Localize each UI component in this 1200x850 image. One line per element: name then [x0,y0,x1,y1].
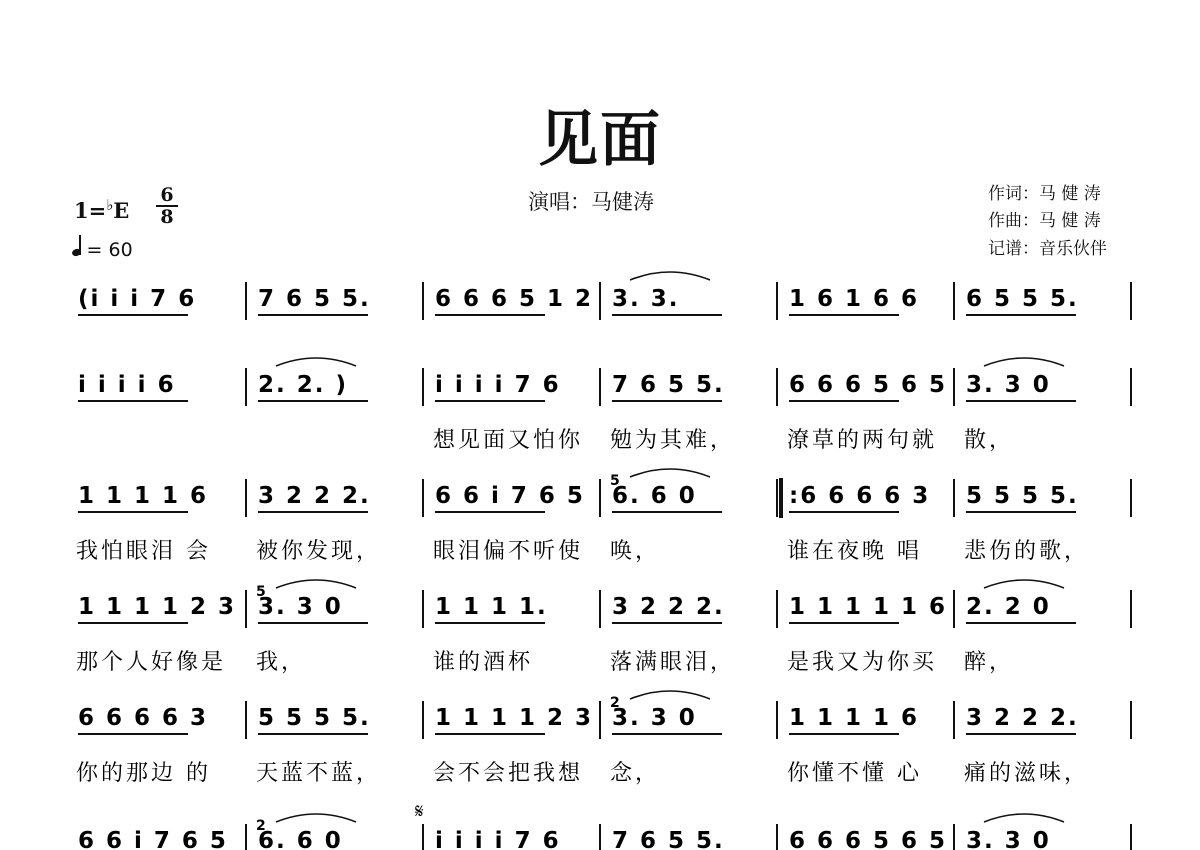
lyric-5-1: 你的那边 的 [76,761,211,786]
lyric-4-3: 谁的酒杯 [433,650,534,675]
measure-4-3: 1 1 1 1. [435,594,548,620]
tie-arc [984,580,1064,588]
measure-2-2: 2. 2. ) [258,372,349,398]
grace-note: 5 [610,473,620,489]
measure-1-3: 6 6 6 5 1 2 [435,286,594,312]
lyric-2-3: 想见面又怕你 [433,428,584,453]
transcriber-credit: 记谱：音乐伙伴 [988,239,1107,259]
measure-6-5: 6 6 6 5 6 5 [789,828,948,850]
measure-5-1: 6 6 6 6 3 [78,705,209,731]
measure-2-5: 6 6 6 5 6 5 [789,372,948,398]
grace-note: 2 [610,695,620,711]
measure-4-2: 3. 3 0 [258,594,343,620]
lyricist-credit: 作词：马 健 涛 [988,184,1101,204]
lyric-3-3: 眼泪偏不听使 [433,539,584,564]
lyric-4-4: 落满眼泪， [610,650,736,675]
time-signature-top: 6 [160,184,174,206]
measure-2-6: 3. 3 0 [966,372,1051,398]
singer-credit: 演唱：马健涛 [528,190,654,214]
measure-4-4: 3 2 2 2. [612,594,725,620]
key-prefix: 1= [74,198,107,223]
measure-3-2: 3 2 2 2. [258,483,371,509]
tie-arc [630,469,710,477]
measure-2-4: 7 6 5 5. [612,372,725,398]
tempo-value: = 60 [86,239,133,261]
measure-6-4: 7 6 5 5. [612,828,725,850]
lyric-5-2: 天蓝不蓝， [256,761,382,786]
measure-3-4: 6. 6 0 [612,483,697,509]
measure-1-1: (i i i 7 6 [78,286,197,312]
lyric-3-2: 被你发现， [256,539,382,564]
lyric-5-5: 你懂不懂 心 [787,761,922,786]
measure-2-3: i i i i 7 6 [435,372,561,398]
lyric-2-5: 潦草的两句就 [787,428,938,453]
measure-3-5: :6 6 6 6 3 [789,483,931,509]
measure-5-3: 1 1 1 1 2 3 [435,705,594,731]
song-title: 见面 [538,105,662,175]
lyric-4-2: 我， [256,650,307,675]
measure-5-4: 3. 3 0 [612,705,697,731]
measure-3-6: 5 5 5 5. [966,483,1079,509]
grace-note: 5 [256,584,266,600]
measure-2-1: i i i i 6 [78,372,176,398]
tie-arc [276,358,356,366]
tie-arc [984,814,1064,822]
lyric-3-5: 谁在夜晚 唱 [787,539,922,564]
lyric-4-5: 是我又为你买 [787,650,938,675]
lyric-5-3: 会不会把我想 [433,761,584,786]
measure-1-5: 1 6 1 6 6 [789,286,920,312]
measure-4-1: 1 1 1 1 2 3 [78,594,237,620]
lyric-3-1: 我怕眼泪 会 [76,539,211,564]
tie-arc [630,272,710,280]
key-note: E [113,198,130,223]
tie-arc [276,580,356,588]
measure-3-3: 6 6 i 7 6 5 [435,483,585,509]
measure-6-1: 6 6 i 7 6 5 [78,828,228,850]
tie-arc [276,814,356,822]
measure-3-1: 1 1 1 1 6 [78,483,209,509]
lyric-4-1: 那个人好像是 [76,650,227,675]
measure-5-6: 3 2 2 2. [966,705,1079,731]
time-signature-bottom: 8 [160,206,174,228]
measure-6-2: 6. 6 0 [258,828,343,850]
measure-1-4: 3. 3. [612,286,680,312]
lyric-2-4: 勉为其难， [610,428,736,453]
lyric-5-4: 念， [610,761,661,786]
measure-1-2: 7 6 5 5. [258,286,371,312]
measure-1-6: 6 5 5 5. [966,286,1079,312]
measure-4-5: 1 1 1 1 1 6 [789,594,948,620]
measure-5-2: 5 5 5 5. [258,705,371,731]
measure-6-6: 3. 3 0 [966,828,1051,850]
tie-arc [984,358,1064,366]
segno-icon: 𝄋 [415,799,424,823]
lyric-4-6: 醉， [964,650,1015,675]
measure-4-6: 2. 2 0 [966,594,1051,620]
lyric-3-6: 悲伤的歌， [964,539,1090,564]
lyric-3-4: 唤， [610,539,661,564]
lyric-5-6: 痛的滋味， [964,761,1090,786]
measure-5-5: 1 1 1 1 6 [789,705,920,731]
tie-arc [630,691,710,699]
measure-6-3: i i i i 7 6 [435,828,561,850]
composer-credit: 作曲：马 健 涛 [988,211,1101,231]
flat-icon: ♭ [106,196,114,214]
grace-note: 2 [256,818,266,834]
lyric-2-6: 散， [964,428,1015,453]
